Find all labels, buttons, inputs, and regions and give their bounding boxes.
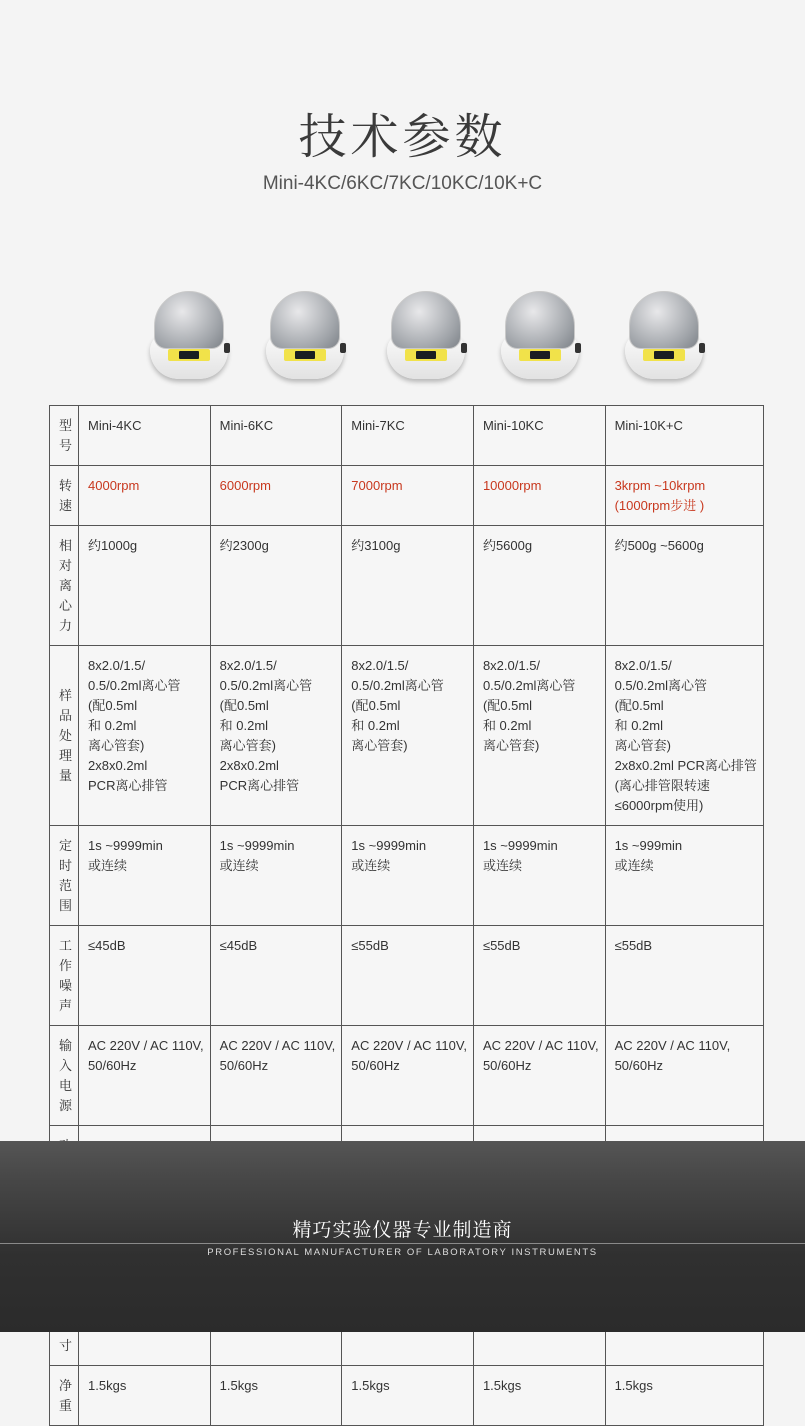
cell-text: (配0.5ml [88,698,138,713]
cell-text: 0.5/0.2ml离心管 [88,678,181,693]
table-cell [210,1026,342,1126]
centrifuge-device-image [383,285,469,383]
table-cell [605,646,763,826]
cell-text: 1s ~9999min [219,838,295,853]
cell-text: Mini-10KC [482,418,544,433]
table-cell [473,926,605,1026]
centrifuge-device-image [262,285,348,383]
cell-text: 4000rpm [88,478,140,493]
footer-banner [0,1141,805,1332]
row-label: 输入电源 [50,1026,79,1126]
cell-text: 8x2.0/1.5/ [614,658,672,673]
table-cell [79,826,211,926]
cell-text: 2x8x0.2ml [88,758,148,773]
cell-text: PCR离心排管 [88,778,168,793]
cell-text: (配0.5ml [351,698,401,713]
product-images [0,285,805,385]
centrifuge-device-image [497,285,583,383]
cell-text: 离心管套) [614,738,671,753]
cell-text: Mini-7KC [351,418,405,433]
table-cell [605,1366,763,1426]
cell-text: 6000rpm [219,478,271,493]
table-row [50,826,764,926]
table-cell [473,826,605,926]
row-label: 工作噪声 [50,926,79,1026]
cell-text: 和 0.2ml [351,718,400,733]
cell-text: 0.5/0.2ml离心管 [351,678,444,693]
table-cell [342,1366,474,1426]
cell-text: 1.5kgs [614,1378,653,1393]
table-cell [473,646,605,826]
cell-text: AC 220V / AC 110V, [614,1038,731,1053]
table-cell [210,406,342,466]
cell-text: 离心管套) [482,738,540,753]
centrifuge-device-image [146,285,232,383]
cell-text: 2x8x0.2ml [219,758,279,773]
table-cell [79,406,211,466]
cell-text: 1s ~9999min [482,838,558,853]
cell-text: 约1000g [88,538,138,553]
cell-text: AC 220V / AC 110V, [219,1038,336,1053]
cell-text: 约500g ~5600g [614,538,704,553]
table-cell [473,1026,605,1126]
table-cell [79,1026,211,1126]
cell-text: 50/60Hz [351,1058,400,1073]
table-row [50,406,764,466]
cell-text: 2x8x0.2ml PCR离心排管 [614,758,757,773]
table-cell [605,406,763,466]
cell-text: AC 220V / AC 110V, [351,1038,467,1053]
footer-slogan: 精巧实验仪器专业制造商 [292,1219,513,1241]
table-cell [79,926,211,1026]
cell-text: 1.5kgs [351,1378,390,1393]
cell-text: 或连续 [88,858,128,873]
table-cell [342,926,474,1026]
cell-text: 或连续 [614,858,654,873]
table-cell [210,926,342,1026]
row-label: 相对离心力 [50,526,79,646]
cell-text: 和 0.2ml [482,718,532,733]
row-label: 定时范围 [50,826,79,926]
cell-text: 8x2.0/1.5/ [351,658,409,673]
cell-text: 0.5/0.2ml离心管 [614,678,708,693]
table-cell [473,406,605,466]
table-cell [210,1366,342,1426]
cell-text: 8x2.0/1.5/ [482,658,541,673]
row-label: 样品处理量 [50,646,79,826]
table-cell [605,926,763,1026]
centrifuge-device-image [621,285,707,383]
row-label: 净重 [50,1366,79,1426]
cell-text: (配0.5ml [482,698,533,713]
table-row [50,466,764,526]
cell-text: 8x2.0/1.5/ [88,658,146,673]
table-cell [79,646,211,826]
cell-text: (离心排管限转速 [614,778,710,793]
cell-text: Mini-4KC [88,418,142,433]
cell-text: 10000rpm [482,478,542,493]
cell-text: Mini-10K+C [614,418,683,433]
cell-text: 3krpm ~10krpm [614,478,706,493]
cell-text: 约2300g [219,538,269,553]
cell-text: ≤55dB [614,938,653,953]
cell-text: 50/60Hz [614,1058,663,1073]
table-cell [210,526,342,646]
table-cell [342,826,474,926]
cell-text: AC 220V / AC 110V, [88,1038,204,1053]
cell-text: 50/60Hz [88,1058,137,1073]
cell-text: 1.5kgs [88,1378,127,1393]
table-row [50,1366,764,1426]
cell-text: 1s ~9999min [88,838,163,853]
table-cell [473,466,605,526]
table-cell [605,466,763,526]
cell-text: 7000rpm [351,478,403,493]
cell-text: 或连续 [351,858,391,873]
table-cell [342,406,474,466]
row-label: 寸 [50,1266,79,1366]
row-label: 转速 [50,466,79,526]
cell-text: ≤55dB [482,938,521,953]
table-row [50,926,764,1026]
table-cell [210,466,342,526]
table-cell [342,466,474,526]
cell-text: 或连续 [482,858,522,873]
cell-text: 1s ~999min [614,838,683,853]
cell-text: 0.5/0.2ml离心管 [482,678,576,693]
cell-text: ≤6000rpm使用) [614,798,704,813]
table-cell [473,1366,605,1426]
cell-text: 0.5/0.2ml离心管 [219,678,313,693]
page-title: 技术参数 [298,109,507,165]
footer-slogan-en: PROFESSIONAL MANUFACTURER OF LABORATORY INSTRUMENTS [207,1247,598,1258]
table-cell [342,526,474,646]
cell-text: 离心管套) [88,738,145,753]
cell-text: ≤45dB [88,938,126,953]
cell-text: 约3100g [351,538,401,553]
cell-text: 8x2.0/1.5/ [219,658,277,673]
cell-text: (配0.5ml [219,698,269,713]
cell-text: 50/60Hz [219,1058,269,1073]
table-cell [79,466,211,526]
table-cell [605,826,763,926]
row-label: 型号 [50,406,79,466]
table-cell [79,526,211,646]
cell-text: PCR离心排管 [219,778,300,793]
table-cell [605,1026,763,1126]
cell-text: 1.5kgs [482,1378,522,1393]
table-cell [605,526,763,646]
cell-text: ≤45dB [219,938,258,953]
cell-text: 50/60Hz [482,1058,532,1073]
table-cell [342,1026,474,1126]
table-row [50,526,764,646]
table-cell [473,526,605,646]
cell-text: (配0.5ml [614,698,664,713]
cell-text: 1s ~9999min [351,838,427,853]
cell-text: 1.5kgs [219,1378,258,1393]
cell-text: 和 0.2ml [614,718,663,733]
cell-text: 和 0.2ml [88,718,137,733]
cell-text: 或连续 [219,858,259,873]
table-cell [342,646,474,826]
cell-text: AC 220V / AC 110V, [482,1038,599,1053]
table-cell [210,646,342,826]
table-row [50,646,764,826]
cell-text: ≤55dB [351,938,389,953]
cell-text: (1000rpm步进 ) [614,498,705,513]
page-subtitle: Mini-4KC/6KC/7KC/10KC/10K+C [262,173,543,194]
footer-divider [0,1243,805,1244]
cell-text: 约5600g [482,538,533,553]
table-cell [79,1366,211,1426]
cell-text: 和 0.2ml [219,718,269,733]
cell-text: Mini-6KC [219,418,274,433]
cell-text: 离心管套) [219,738,276,753]
table-cell [210,826,342,926]
cell-text: 离心管套) [351,738,408,753]
table-row [50,1026,764,1126]
